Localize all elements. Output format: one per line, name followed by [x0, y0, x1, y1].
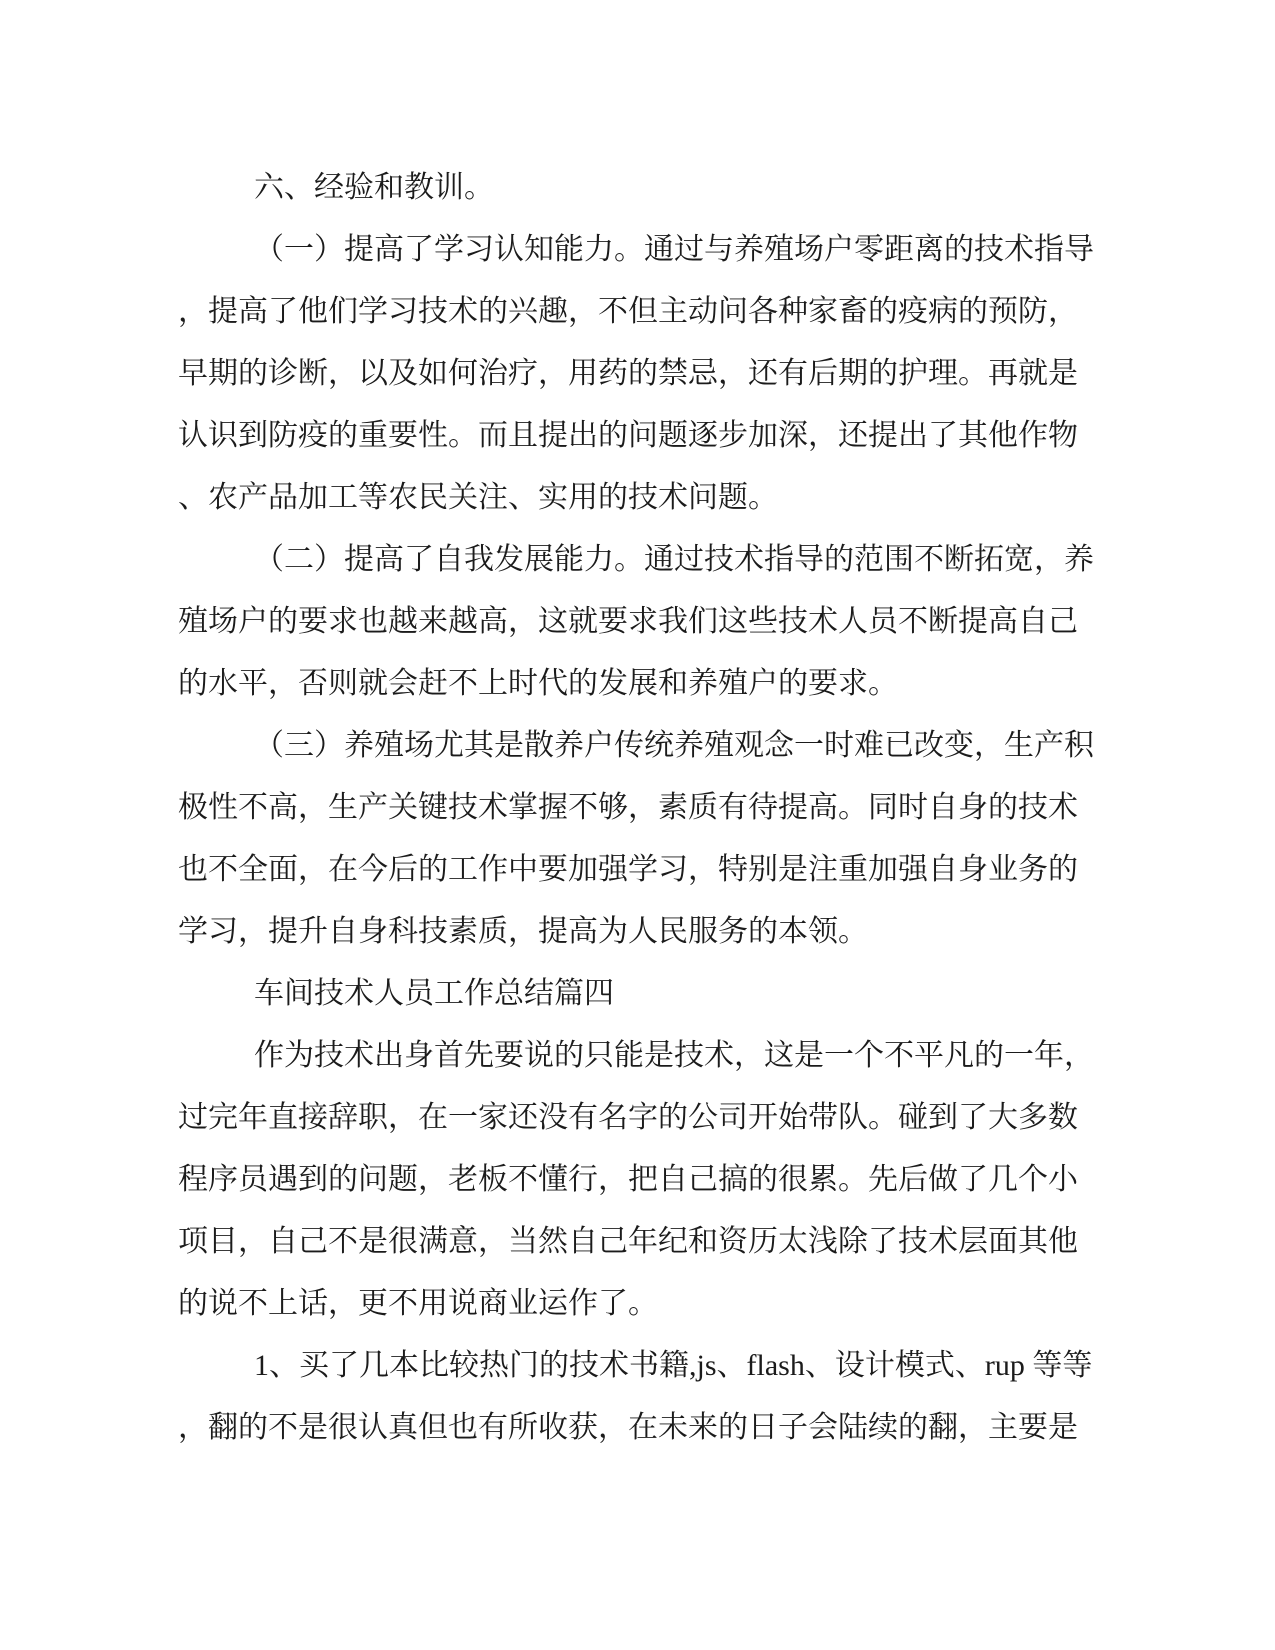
text-line: 殖场户的要求也越来越高，这就要求我们这些技术人员不断提高自己: [178, 605, 1078, 638]
text-line: 程序员遇到的问题，老板不懂行，把自己搞的很累。先后做了几个小: [178, 1163, 1078, 1196]
document-text-block: [178, 157, 1108, 1459]
text-line: 1、买了几本比较热门的技术书籍,js、flash、设计模式、rup 等等: [254, 1349, 1093, 1382]
text-line: ，翻的不是很认真但也有所收获，在未来的日子会陆续的翻，主要是: [178, 1411, 1078, 1444]
text-line: 项目，自己不是很满意，当然自己年纪和资历太浅除了技术层面其他: [178, 1225, 1078, 1258]
text-line: 六、经验和教训。: [254, 171, 494, 204]
text-line: 的水平，否则就会赶不上时代的发展和养殖户的要求。: [178, 667, 898, 700]
text-line: 也不全面，在今后的工作中要加强学习，特别是注重加强自身业务的: [178, 853, 1078, 886]
text-line: 的说不上话，更不用说商业运作了。: [178, 1287, 658, 1320]
text-line: 早期的诊断，以及如何治疗，用药的禁忌，还有后期的护理。再就是: [178, 357, 1078, 390]
text-line: 学习，提升自身科技素质，提高为人民服务的本领。: [178, 915, 868, 948]
text-line: ，提高了他们学习技术的兴趣，不但主动问各种家畜的疫病的预防，: [178, 295, 1078, 328]
text-line: 认识到防疫的重要性。而且提出的问题逐步加深，还提出了其他作物: [178, 419, 1078, 452]
text-line: 过完年直接辞职，在一家还没有名字的公司开始带队。碰到了大多数: [178, 1101, 1078, 1134]
text-line: 车间技术人员工作总结篇四: [254, 977, 614, 1010]
text-line: 作为技术出身首先要说的只能是技术，这是一个不平凡的一年，: [254, 1039, 1094, 1072]
text-line: （一）提高了学习认知能力。通过与养殖场户零距离的技术指导: [254, 233, 1094, 266]
text-line: 极性不高，生产关键技术掌握不够，素质有待提高。同时自身的技术: [178, 791, 1078, 824]
text-line: 、农产品加工等农民关注、实用的技术问题。: [178, 481, 778, 514]
text-line: （二）提高了自我发展能力。通过技术指导的范围不断拓宽，养: [254, 543, 1094, 576]
text-line: （三）养殖场尤其是散养户传统养殖观念一时难已改变，生产积: [254, 729, 1094, 762]
